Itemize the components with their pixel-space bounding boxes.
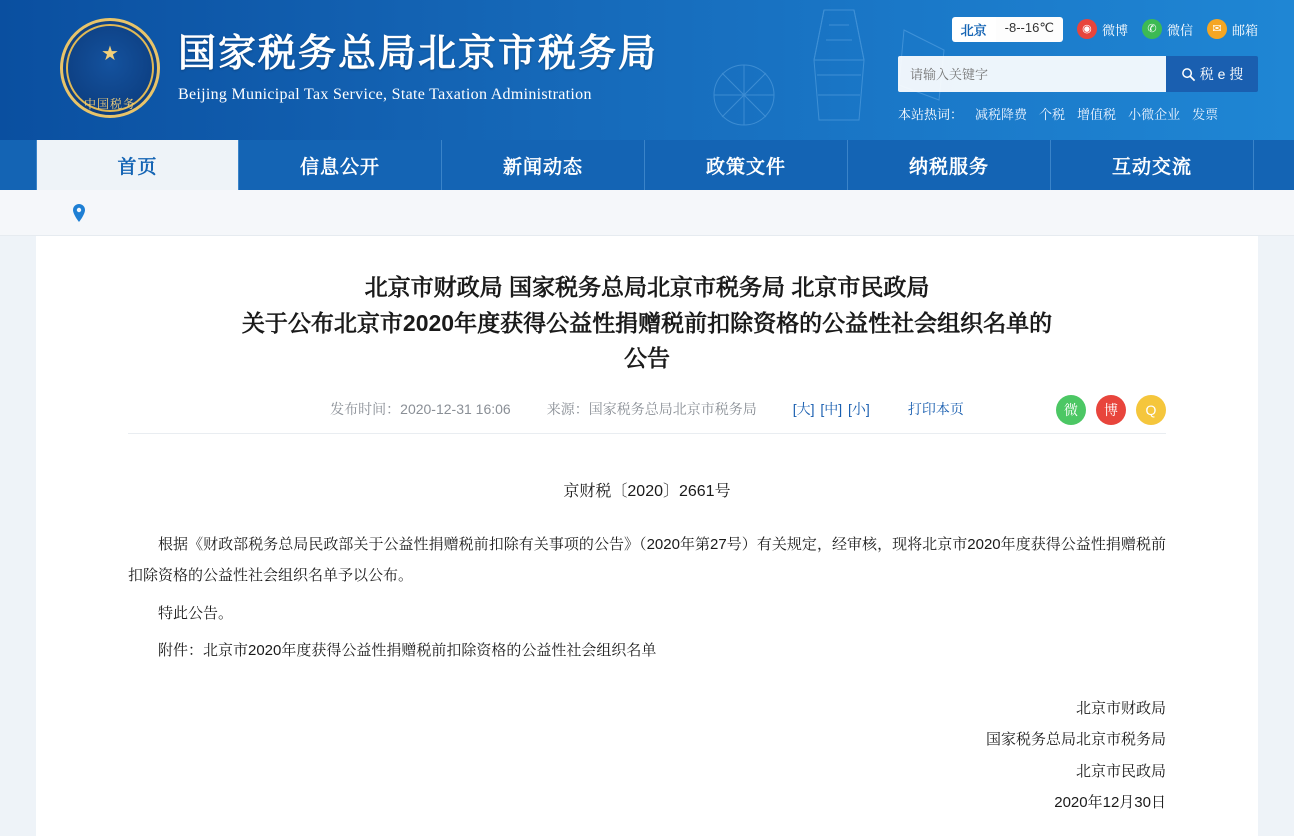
weather-temp: -8--16℃ — [996, 17, 1063, 42]
emblem-star-icon: ★ — [101, 43, 119, 65]
font-size-small[interactable]: [小] — [848, 400, 870, 417]
article-paragraph-1: 特此公告。 — [158, 604, 234, 622]
wechat-share-icon[interactable]: 微 — [1056, 395, 1086, 425]
search-button-label: 税 e 搜 — [1199, 66, 1244, 82]
nav-item-information-disclosure[interactable]: 信息公开 — [239, 140, 442, 190]
hot-keyword-0[interactable]: 减税降费 — [975, 107, 1028, 122]
print-button[interactable]: 打印本页 — [907, 400, 964, 417]
nav-item-tax-services[interactable]: 纳税服务 — [848, 140, 1051, 190]
article-paragraph-0: 根据《财政部税务总局民政部关于公益性捐赠税前扣除有关事项的公告》（2020年第27号）有关规定，经审核，现将北京市2020年度获得公益性捐赠税前扣除资格的公益性社会组织名单予以公布。 — [128, 535, 1166, 585]
nav-item-interaction[interactable]: 互动交流 — [1051, 140, 1254, 190]
hot-keywords-label: 本站热词： — [898, 107, 964, 122]
header-link-weibo-label: 微博 — [1101, 22, 1128, 38]
article-signature — [128, 693, 1166, 819]
share-buttons — [1056, 395, 1166, 425]
header-link-weibo[interactable] — [1077, 19, 1128, 39]
weibo-share-icon[interactable]: 博 — [1096, 395, 1126, 425]
header-link-mail[interactable] — [1207, 19, 1258, 39]
hot-keyword-4[interactable]: 发票 — [1192, 107, 1219, 122]
emblem-label: 中国税务 — [83, 97, 136, 111]
document-number: 京财税〔2020〕2661号 — [563, 482, 731, 500]
search-button[interactable] — [1166, 56, 1258, 92]
nav-item-home[interactable]: 首页 — [36, 140, 239, 190]
font-size-large[interactable]: [大] — [792, 400, 815, 417]
tax-emblem-icon — [60, 18, 160, 118]
site-header — [0, 0, 1294, 140]
breadcrumb — [0, 190, 1294, 236]
hot-keywords — [898, 104, 1258, 123]
search-bar — [898, 56, 1258, 92]
page-title — [128, 270, 1166, 377]
location-pin-icon — [72, 204, 86, 222]
header-link-wechat[interactable] — [1142, 19, 1193, 39]
mail-icon: ✉ — [1207, 19, 1227, 39]
search-icon — [1181, 67, 1196, 82]
signature-line-0: 北京市财政局 — [1075, 699, 1166, 717]
weather-city: 北京 — [952, 17, 996, 42]
wechat-icon: ✆ — [1142, 19, 1162, 39]
weather-widget — [952, 17, 1063, 42]
signature-line-2: 北京市民政局 — [1075, 762, 1166, 780]
weibo-icon: ◉ — [1077, 19, 1097, 39]
qzone-share-icon[interactable]: Q — [1136, 395, 1166, 425]
signature-line-1: 国家税务总局北京市税务局 — [985, 731, 1166, 749]
article-attachment-line: 附件：北京市2020年度获得公益性捐赠税前扣除资格的公益性社会组织名单 — [158, 642, 657, 660]
font-size-controls — [793, 399, 872, 419]
header-link-wechat-label: 微信 — [1166, 22, 1193, 38]
hot-keyword-3[interactable]: 小微企业 — [1128, 107, 1181, 122]
nav-item-policy-documents[interactable]: 政策文件 — [645, 140, 848, 190]
hot-keyword-2[interactable]: 增值税 — [1077, 107, 1117, 122]
signature-date: 2020年12月30日 — [1054, 794, 1166, 812]
article-meta — [128, 399, 1166, 434]
publish-time: 发布时间：2020-12-31 16:06 — [330, 400, 511, 417]
site-title-cn: 国家税务总局北京市税务局 — [178, 33, 659, 76]
nav-item-news[interactable]: 新闻动态 — [442, 140, 645, 190]
header-right-panel — [898, 16, 1258, 123]
site-logo[interactable] — [60, 18, 658, 118]
article-source: 来源：国家税务总局北京市税务局 — [546, 400, 757, 417]
page-title-line2: 关于公布北京市2020年度获得公益性捐赠税前扣除资格的公益性社会组织名单的 — [241, 309, 1053, 336]
page-title-line1: 北京市财政局 国家税务总局北京市税务局 北京市民政局 — [364, 274, 930, 300]
search-input[interactable] — [898, 56, 1166, 92]
page-title-line3: 公告 — [624, 345, 670, 372]
hot-keyword-1[interactable]: 个税 — [1039, 107, 1066, 122]
font-size-medium[interactable]: [中] — [820, 400, 843, 417]
article-container — [36, 236, 1258, 836]
site-title-en: Beijing Municipal Tax Service, State Taxation Administration — [178, 85, 592, 103]
main-navigation — [0, 140, 1294, 190]
page-background — [0, 236, 1294, 836]
header-link-mail-label: 邮箱 — [1231, 22, 1258, 38]
